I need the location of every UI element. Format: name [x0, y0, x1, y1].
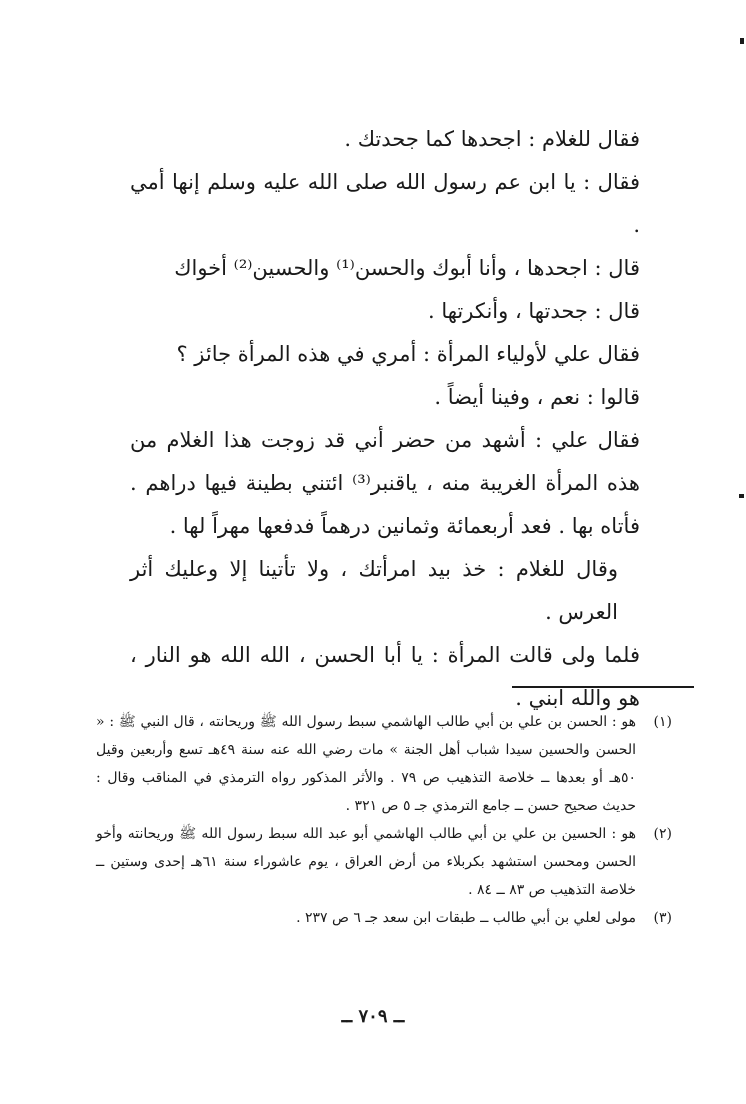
text-line: قال : اجحدها ، وأنا أبوك والحسن⁽¹⁾ والحسين⁽²⁾ أخواك	[174, 256, 640, 280]
footnote-number: (٢)	[653, 826, 672, 842]
footnote-text: هو : الحسين بن علي بن أبي طالب الهاشمي أبو عبد الله سبط رسول الله ﷺ وريحانته وأخو الحسن ومحسن استشهد بكربلاء من أرض العراق ، يوم عاشوراء سنة ٦١هـ إحدى وستين ــ خلاصة التذهيب ص ٨٣ ــ ٨٤ .	[96, 826, 636, 898]
text-paragraph: فلما ولى قالت المرأة : يا أبا الحسن ، الله الله هو النار ، هو والله ابني .	[130, 643, 640, 710]
text-line: فقال علي لأولياء المرأة : أمري في هذه المرأة جائز ؟	[176, 342, 640, 366]
footnote-divider	[512, 686, 694, 688]
footnote	[96, 904, 672, 932]
text-line: قالوا : نعم ، وفينا أيضاً .	[434, 385, 640, 409]
text-paragraph: وقال للغلام : خذ بيد امرأتك ، ولا تأتينا إلا وعليك أثر العرس .	[130, 557, 618, 624]
page-number: ــ ٧٠٩ ــ	[341, 1006, 405, 1027]
text-line: فقال : يا ابن عم رسول الله صلى الله عليه وسلم إنها أمي .	[130, 170, 640, 237]
footnote	[96, 820, 672, 904]
footnote-text: مولى لعلي بن أبي طالب ــ طبقات ابن سعد جـ ٦ ص ٢٣٧ .	[296, 910, 636, 926]
footnote	[96, 708, 672, 820]
footnote-number: (١)	[653, 714, 672, 730]
text-line: فقال للغلام : اجحدها كما جحدتك .	[344, 127, 640, 151]
scan-edge-mark	[739, 494, 744, 498]
footnotes	[96, 708, 672, 932]
text-paragraph: فقال علي : أشهد من حضر أني قد زوجت هذا الغلام من هذه المرأة الغريبة منه ، ياقنبر⁽³⁾ ائتني بطينة فيها دراهم . فأتاه بها . فعد أربعمائة وثمانين درهماً فدفعها مهراً لها .	[130, 428, 640, 538]
main-text	[130, 118, 640, 720]
footnote-text: هو : الحسن بن علي بن أبي طالب الهاشمي سبط رسول الله ﷺ وريحانته ، قال النبي ﷺ : « الحسن والحسين سيدا شباب أهل الجنة » مات رضي الله عنه سنة ٤٩هـ تسع وأربعين وقيل ٥٠هـ أو بعدها ــ خلاصة التذهيب ص ٧٩ . والأثر المذكور رواه الترمذي في المناقب وقال : حديث صحيح حسن ــ جامع الترمذي جـ ٥ ص ٣٢١ .	[96, 714, 637, 814]
scan-edge-mark	[740, 38, 744, 44]
footnote-number: (٣)	[653, 910, 672, 926]
text-line: قال : جحدتها ، وأنكرتها .	[427, 299, 640, 323]
